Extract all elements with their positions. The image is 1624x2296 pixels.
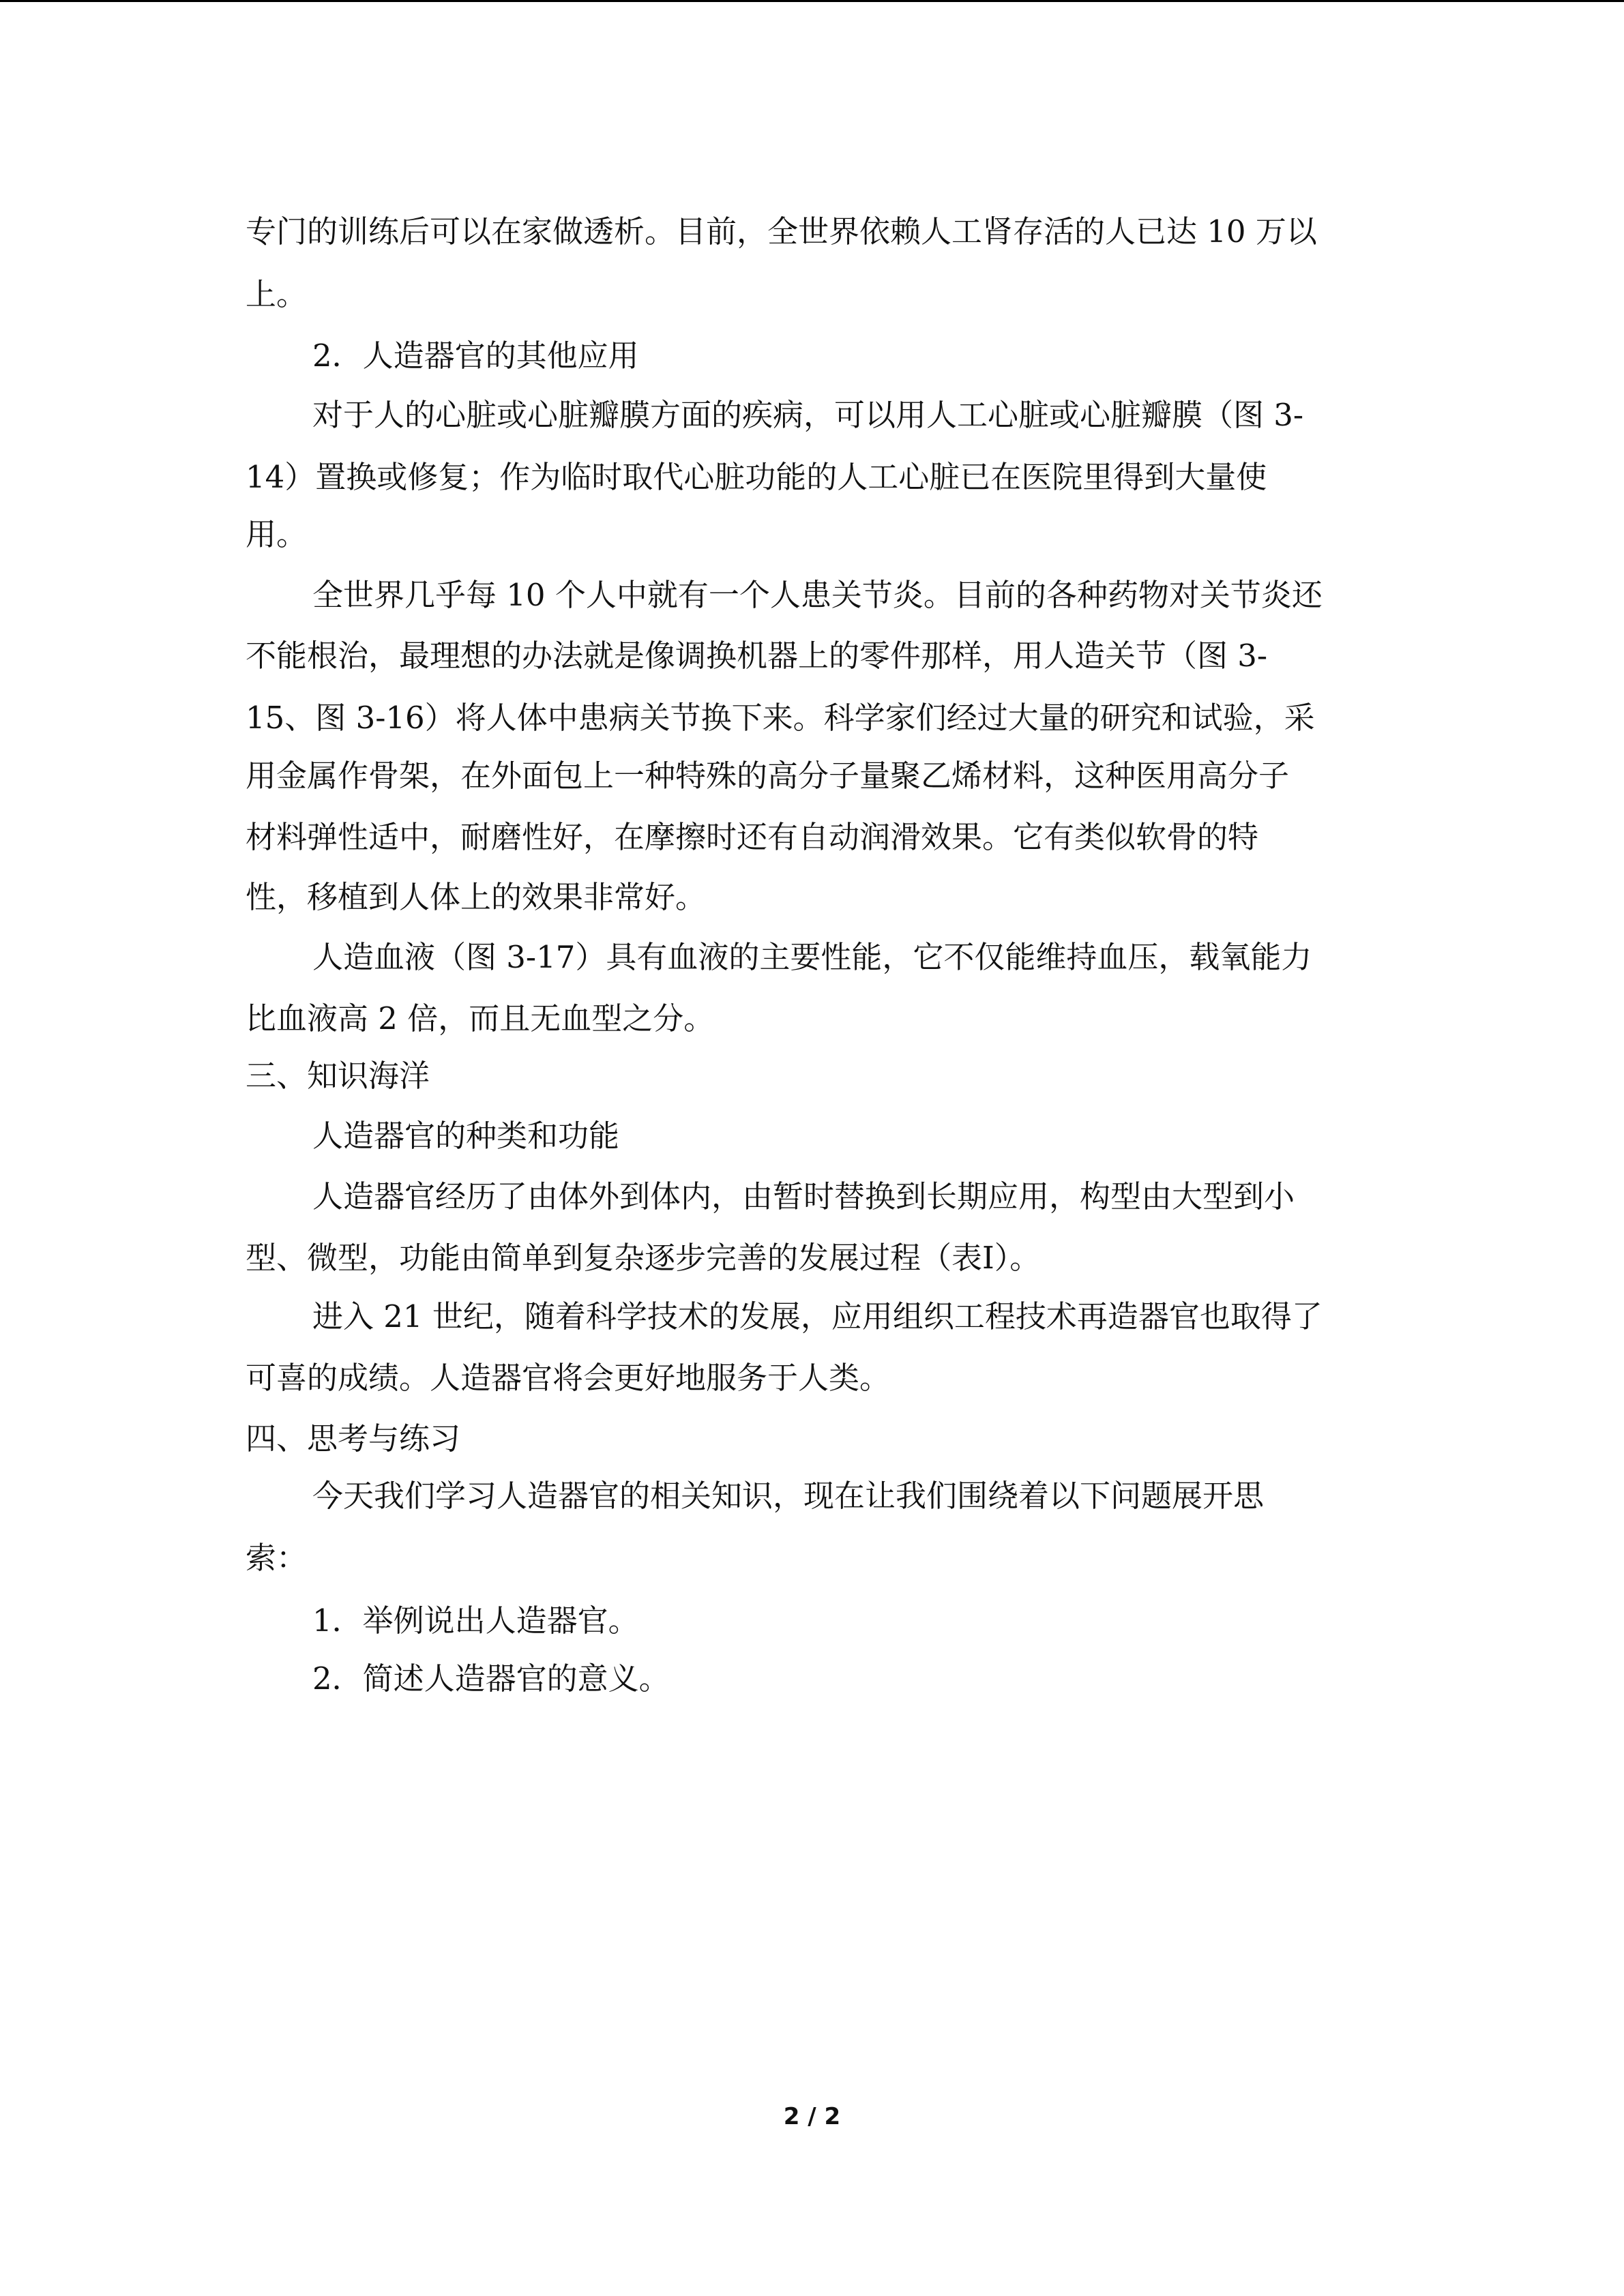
text-line: 15、图 3-16）将人体中患病关节换下来。科学家们经过大量的研究和试验，采 bbox=[246, 700, 1315, 736]
text-line: 14）置换或修复；作为临时取代心脏功能的人工心脏已在医院里得到大量使 bbox=[246, 459, 1267, 495]
text-line: 专门的训练后可以在家做透析。目前，全世界依赖人工肾存活的人已达 10 万以 bbox=[246, 213, 1317, 250]
exercise-item: 2．简述人造器官的意义。 bbox=[312, 1660, 670, 1697]
text-line: 比血液高 2 倍，而且无血型之分。 bbox=[246, 1000, 715, 1037]
text-line: 进入 21 世纪，随着科学技术的发展，应用组织工程技术再造器官也取得了 bbox=[312, 1298, 1323, 1335]
text-line: 不能根治，最理想的办法就是像调换机器上的零件那样，用人造关节（图 3- bbox=[246, 638, 1268, 674]
text-line: 全世界几乎每 10 个人中就有一个人患关节炎。目前的各种药物对关节炎还 bbox=[312, 577, 1323, 613]
text-line: 用金属作骨架，在外面包上一种特殊的高分子量聚乙烯材料，这种医用高分子 bbox=[246, 758, 1290, 794]
subsection-heading: 2．人造器官的其他应用 bbox=[312, 338, 639, 374]
text-line: 上。 bbox=[246, 276, 308, 312]
text-line: 索： bbox=[246, 1540, 308, 1576]
subsection-heading: 人造器官的种类和功能 bbox=[312, 1118, 620, 1154]
text-line: 人造血液（图 3-17）具有血液的主要性能，它不仅能维持血压，载氧能力 bbox=[312, 939, 1312, 975]
page-top-border bbox=[0, 0, 1624, 2]
text-line: 可喜的成绩。人造器官将会更好地服务于人类。 bbox=[246, 1360, 891, 1396]
text-line: 型、微型，功能由简单到复杂逐步完善的发展过程（表Ⅰ）。 bbox=[246, 1240, 1041, 1276]
page-number: 2 / 2 bbox=[783, 2103, 841, 2130]
section-heading: 四、思考与练习 bbox=[246, 1420, 461, 1457]
text-line: 对于人的心脏或心脏瓣膜方面的疾病，可以用人工心脏或心脏瓣膜（图 3- bbox=[312, 397, 1304, 433]
section-heading: 三、知识海洋 bbox=[246, 1058, 430, 1094]
text-line: 人造器官经历了由体外到体内，由暂时替换到长期应用，构型由大型到小 bbox=[312, 1178, 1295, 1214]
text-line: 性，移植到人体上的效果非常好。 bbox=[246, 879, 707, 915]
text-line: 材料弹性适中，耐磨性好，在摩擦时还有自动润滑效果。它有类似软骨的特 bbox=[246, 819, 1259, 855]
text-line: 今天我们学习人造器官的相关知识，现在让我们围绕着以下问题展开思 bbox=[312, 1478, 1265, 1514]
exercise-item: 1．举例说出人造器官。 bbox=[312, 1602, 639, 1639]
text-line: 用。 bbox=[246, 516, 308, 552]
